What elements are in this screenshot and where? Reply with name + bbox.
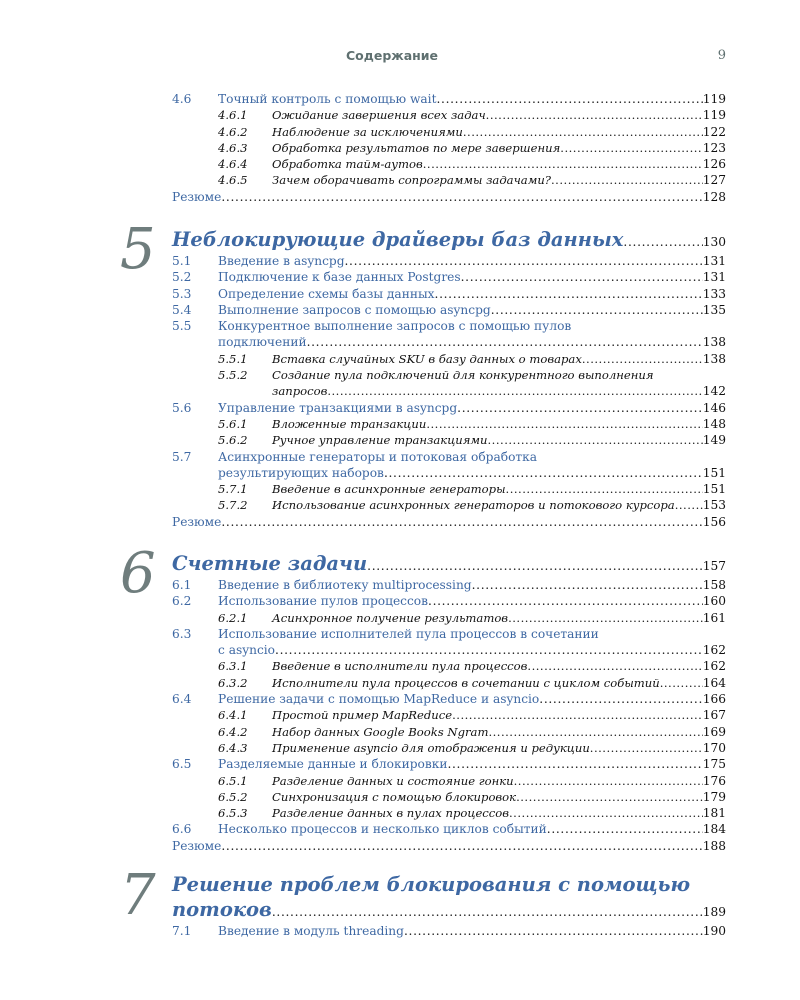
- section-page: 127: [702, 173, 726, 188]
- toc-entry[interactable]: [172, 707, 726, 723]
- section-title: Набор данных Google Books Ngram: [272, 724, 489, 739]
- section-title: Синхронизация с помощью блокировок: [272, 789, 517, 804]
- section-page: 146: [702, 400, 726, 415]
- section-page: 131: [702, 270, 726, 285]
- toc-entry[interactable]: [172, 626, 726, 642]
- toc-entry[interactable]: [172, 821, 726, 837]
- dot-leader: [423, 156, 703, 172]
- section-number: 6.6: [172, 822, 192, 837]
- toc-block: [172, 91, 726, 205]
- section-title-wrap: [218, 691, 726, 707]
- section-title: Решение задачи с помощью MapReduce и asyncio: [218, 692, 540, 707]
- section-title: с asyncio: [218, 643, 276, 658]
- section-title-wrap: [272, 107, 726, 123]
- dot-leader: [506, 481, 703, 497]
- section-title: Подключение к базе данных Postgres: [218, 270, 461, 285]
- section-number: 5.5: [172, 319, 192, 334]
- chapter-heading[interactable]: [172, 229, 726, 251]
- section-title: Управление транзакциями в asyncpg: [218, 400, 458, 415]
- section-page: 123: [702, 140, 726, 155]
- section-title-wrap: [272, 740, 726, 756]
- section-title-wrap: [218, 449, 726, 465]
- toc-entry[interactable]: [172, 367, 726, 383]
- chapter-number: 6: [120, 541, 156, 606]
- toc-entry[interactable]: [172, 107, 726, 123]
- section-title-wrap: [272, 140, 726, 156]
- section-title: Исполнители пула процессов в сочетании с циклом событий: [272, 675, 660, 690]
- toc-entry[interactable]: [172, 140, 726, 156]
- dot-leader: [463, 124, 703, 140]
- section-page: 190: [702, 924, 726, 938]
- section-number: 5.6: [172, 400, 192, 415]
- toc-entry[interactable]: [172, 156, 726, 172]
- section-title: Вложенные транзакции: [272, 416, 427, 431]
- dot-leader: [272, 899, 703, 921]
- toc-entry[interactable]: [172, 189, 726, 205]
- section-page: 128: [702, 189, 726, 204]
- dot-leader: [472, 577, 703, 593]
- dot-leader: [221, 838, 702, 854]
- running-head-title: Содержание: [346, 48, 439, 63]
- dot-leader: [590, 740, 703, 756]
- dot-leader: [560, 140, 702, 156]
- section-title-wrap: [272, 497, 726, 513]
- dot-leader: [539, 691, 702, 707]
- dot-leader: [514, 773, 703, 789]
- section-title: запросов: [272, 384, 328, 399]
- section-number: 4.6.4: [218, 157, 248, 172]
- toc-entry[interactable]: [172, 432, 726, 448]
- section-number: 6.2.1: [218, 610, 248, 625]
- toc-entry[interactable]: [172, 577, 726, 593]
- toc-entry[interactable]: [172, 124, 726, 140]
- toc-entry[interactable]: [172, 253, 726, 269]
- toc-entry[interactable]: [172, 805, 726, 821]
- section-page: 149: [702, 433, 726, 448]
- section-title: Резюме: [172, 189, 222, 204]
- dot-leader: [436, 91, 702, 107]
- section-title-wrap: [272, 610, 726, 626]
- section-title: Асинхронное получение результатов: [272, 610, 509, 625]
- dot-leader: [527, 658, 702, 674]
- toc-entry[interactable]: [172, 740, 726, 756]
- section-page: 151: [702, 465, 726, 480]
- section-number: 4.6: [172, 92, 192, 106]
- section-number: 6.5: [172, 757, 192, 772]
- section-title-wrap: [218, 269, 726, 285]
- section-page: 119: [702, 108, 726, 123]
- section-page: 160: [702, 594, 726, 609]
- section-page: 167: [702, 708, 726, 723]
- section-title: Конкурентное выполнение запросов с помощью пулов: [218, 319, 572, 334]
- section-page: 131: [702, 254, 726, 268]
- section-page: 181: [702, 806, 726, 821]
- section-title: Наблюдение за исключениями: [272, 124, 463, 139]
- toc-entry[interactable]: [172, 691, 726, 707]
- section-page: 151: [702, 482, 726, 497]
- section-title-wrap: [218, 756, 726, 772]
- toc-entry[interactable]: [172, 286, 726, 302]
- toc-entry[interactable]: [172, 923, 726, 939]
- toc-block: [172, 553, 726, 854]
- section-page: 156: [702, 514, 726, 529]
- section-title: Использование исполнителей пула процессов в сочетании: [218, 626, 599, 641]
- section-title-wrap: [218, 400, 726, 416]
- toc-entry[interactable]: [172, 400, 726, 416]
- section-number: 5.2: [172, 270, 192, 285]
- dot-leader: [367, 553, 703, 575]
- dot-leader: [508, 610, 703, 626]
- toc-entry[interactable]: [172, 269, 726, 285]
- section-title: Определение схемы базы данных: [218, 286, 435, 301]
- chapter-page: 189: [702, 905, 726, 919]
- dot-leader: [457, 400, 703, 416]
- section-number: 6.3: [172, 626, 192, 641]
- section-title-wrap: [272, 367, 726, 383]
- chapter-title-line[interactable]: Решение проблем блокирования с помощью: [172, 873, 691, 896]
- section-title-wrap: [272, 773, 726, 789]
- toc-entry[interactable]: [172, 838, 726, 854]
- section-title-wrap: [272, 675, 726, 691]
- section-title-wrap: [218, 302, 726, 318]
- section-number: 6.1: [172, 578, 192, 592]
- toc-entry[interactable]: [172, 334, 726, 350]
- section-title: результирующих наборов: [218, 465, 384, 480]
- dot-leader: [404, 923, 703, 939]
- toc-entry[interactable]: [172, 481, 726, 497]
- section-title-wrap: [172, 514, 726, 530]
- dot-leader: [547, 821, 703, 837]
- section-title: Введение в библиотеку multiprocessing: [218, 578, 472, 592]
- toc-entry[interactable]: [172, 172, 726, 188]
- section-title: подключений: [218, 335, 307, 350]
- page-number: 9: [717, 48, 726, 63]
- section-title-wrap: [272, 805, 726, 821]
- dot-leader: [307, 334, 703, 350]
- section-page: 169: [702, 724, 726, 739]
- section-title-wrap: [172, 189, 726, 205]
- section-title: Зачем оборачивать сопрограммы задачами?: [272, 173, 552, 188]
- toc-entry[interactable]: [172, 610, 726, 626]
- section-page: 135: [702, 302, 726, 317]
- chapter-title: потоков: [172, 898, 272, 921]
- toc-entry[interactable]: [172, 465, 726, 481]
- section-title: Вставка случайных SKU в базу данных о товарах: [272, 351, 582, 366]
- section-title-wrap: [272, 432, 726, 448]
- section-title-wrap: [218, 642, 726, 658]
- toc-entry[interactable]: [172, 773, 726, 789]
- section-title: Ожидание завершения всех задач: [272, 108, 486, 123]
- section-title: Введение в модуль threading: [218, 924, 404, 938]
- section-title-wrap: [172, 838, 726, 854]
- section-title-wrap: [218, 334, 726, 350]
- chapter-number: 5: [120, 217, 156, 282]
- dot-leader: [516, 789, 703, 805]
- section-title-wrap: [272, 789, 726, 805]
- section-page: 162: [702, 643, 726, 658]
- section-title-wrap: [218, 465, 726, 481]
- chapter-heading[interactable]: [172, 899, 726, 921]
- section-page: 148: [702, 416, 726, 431]
- section-title-wrap: [272, 724, 726, 740]
- toc-block: [172, 229, 726, 530]
- section-page: 184: [702, 822, 726, 837]
- section-page: 119: [702, 92, 726, 106]
- section-title: Введение в asyncpg: [218, 254, 345, 268]
- dot-leader: [221, 514, 702, 530]
- section-title-wrap: [218, 286, 726, 302]
- toc-entry[interactable]: [172, 449, 726, 465]
- toc-entry[interactable]: [172, 756, 726, 772]
- dot-leader: [447, 756, 702, 772]
- section-title: Резюме: [172, 514, 222, 529]
- section-title-wrap: [272, 707, 726, 723]
- toc-entry[interactable]: [172, 383, 726, 399]
- section-number: 7.1: [172, 924, 192, 938]
- section-number: 6.5.1: [218, 773, 248, 788]
- dot-leader: [675, 497, 703, 513]
- section-number: 6.5.3: [218, 806, 248, 821]
- dot-leader: [491, 302, 703, 318]
- dot-leader: [428, 593, 703, 609]
- section-title-wrap: [218, 923, 726, 939]
- running-head: [0, 48, 800, 66]
- section-number: 6.5.2: [218, 789, 248, 804]
- section-title: Несколько процессов и несколько циклов событий: [218, 822, 547, 837]
- section-title-wrap: [272, 658, 726, 674]
- toc-entry[interactable]: [172, 675, 726, 691]
- dot-leader: [461, 269, 703, 285]
- section-page: 126: [702, 157, 726, 172]
- section-page: 122: [702, 124, 726, 139]
- section-number: 6.4: [172, 692, 192, 707]
- section-title: Введение в исполнители пула процессов: [272, 659, 528, 674]
- toc-block: [172, 874, 726, 939]
- section-page: 158: [702, 578, 726, 592]
- section-page: 175: [702, 757, 726, 772]
- section-title-wrap: [218, 253, 726, 269]
- dot-leader: [426, 416, 702, 432]
- chapter-title: Неблокирующие драйверы баз данных: [172, 228, 624, 251]
- toc-entry[interactable]: [172, 351, 726, 367]
- chapter-page: 157: [702, 559, 726, 573]
- section-page: 170: [702, 740, 726, 755]
- toc-entry[interactable]: [172, 593, 726, 609]
- section-title-wrap: [218, 821, 726, 837]
- section-title: Создание пула подключений для конкурентного выполнения: [272, 368, 654, 383]
- section-number: 5.3: [172, 286, 192, 301]
- chapter-heading[interactable]: [172, 553, 726, 575]
- section-number: 5.7: [172, 449, 192, 464]
- section-title-wrap: [218, 91, 726, 107]
- section-title-wrap: [272, 124, 726, 140]
- section-title: Использование пулов процессов: [218, 594, 429, 609]
- section-number: 5.1: [172, 254, 192, 268]
- dot-leader: [275, 642, 703, 658]
- toc-entry[interactable]: [172, 91, 726, 107]
- dot-leader: [345, 253, 703, 269]
- dot-leader: [452, 707, 703, 723]
- section-title: Точный контроль с помощью wait: [218, 92, 437, 106]
- section-page: 188: [702, 838, 726, 853]
- section-title-wrap: [272, 351, 726, 367]
- section-title: Разделяемые данные и блокировки: [218, 757, 448, 772]
- section-title: Ручное управление транзакциями: [272, 433, 488, 448]
- toc-entry[interactable]: [172, 497, 726, 513]
- toc-entry[interactable]: [172, 318, 726, 334]
- section-title-wrap: [218, 626, 726, 642]
- toc-entry[interactable]: [172, 416, 726, 432]
- toc-entry[interactable]: [172, 789, 726, 805]
- dot-leader: [221, 189, 702, 205]
- dot-leader: [327, 383, 702, 399]
- section-title-wrap: [218, 577, 726, 593]
- section-number: 5.5.1: [218, 351, 248, 366]
- section-title: Простой пример MapReduce: [272, 708, 453, 723]
- chapter-number: 7: [120, 863, 156, 928]
- section-title-wrap: [272, 481, 726, 497]
- section-page: 161: [702, 610, 726, 625]
- section-number: 4.6.3: [218, 140, 248, 155]
- section-number: 4.6.2: [218, 124, 248, 139]
- dot-leader: [486, 107, 703, 123]
- toc-entry[interactable]: [172, 514, 726, 530]
- section-title-wrap: [272, 383, 726, 399]
- section-number: 5.7.1: [218, 482, 248, 497]
- section-title-wrap: [272, 172, 726, 188]
- section-number: 4.6.5: [218, 173, 248, 188]
- toc-entry[interactable]: [172, 302, 726, 318]
- section-number: 5.6.1: [218, 416, 248, 431]
- section-title: Применение asyncio для отображения и редукции: [272, 740, 590, 755]
- section-title: Разделение данных и состояние гонки: [272, 773, 514, 788]
- dot-leader: [488, 432, 703, 448]
- section-number: 6.4.1: [218, 708, 248, 723]
- section-page: 176: [702, 773, 726, 788]
- dot-leader: [435, 286, 703, 302]
- dot-leader: [551, 172, 703, 188]
- section-number: 6.3.2: [218, 675, 248, 690]
- section-page: 138: [702, 335, 726, 350]
- section-title-wrap: [218, 318, 726, 334]
- section-page: 133: [702, 286, 726, 301]
- chapter-title: Счетные задачи: [172, 552, 368, 575]
- section-title-wrap: [272, 156, 726, 172]
- section-number: 5.7.2: [218, 498, 248, 513]
- section-number: 5.5.2: [218, 368, 248, 383]
- section-title: Разделение данных в пулах процессов: [272, 806, 510, 821]
- section-number: 6.4.2: [218, 724, 248, 739]
- dot-leader: [623, 229, 702, 251]
- section-page: 166: [702, 692, 726, 707]
- section-title: Асинхронные генераторы и потоковая обработка: [218, 449, 538, 464]
- section-title-wrap: [272, 416, 726, 432]
- section-page: 142: [702, 384, 726, 399]
- dot-leader: [488, 724, 702, 740]
- section-number: 5.4: [172, 302, 192, 317]
- section-number: 6.2: [172, 594, 192, 609]
- chapter-page: 130: [702, 235, 726, 249]
- toc-entry[interactable]: [172, 642, 726, 658]
- section-title: Обработка результатов по мере завершения: [272, 140, 561, 155]
- dot-leader: [582, 351, 703, 367]
- section-page: 179: [702, 789, 726, 804]
- section-page: 162: [702, 659, 726, 674]
- dot-leader: [509, 805, 703, 821]
- section-title: Обработка тайм-аутов: [272, 157, 423, 172]
- section-number: 6.4.3: [218, 740, 248, 755]
- section-number: 5.6.2: [218, 433, 248, 448]
- section-page: 138: [702, 351, 726, 366]
- section-title: Выполнение запросов с помощью asyncpg: [218, 302, 491, 317]
- toc-entry[interactable]: [172, 658, 726, 674]
- section-page: 153: [702, 498, 726, 513]
- toc-entry[interactable]: [172, 724, 726, 740]
- section-page: 164: [702, 675, 726, 690]
- dot-leader: [660, 675, 703, 691]
- section-number: 6.3.1: [218, 659, 248, 674]
- section-title: Введение в асинхронные генераторы: [272, 482, 506, 497]
- section-title: Резюме: [172, 838, 222, 853]
- section-number: 4.6.1: [218, 108, 248, 123]
- section-title-wrap: [218, 593, 726, 609]
- dot-leader: [384, 465, 703, 481]
- section-title: Использование асинхронных генераторов и потокового курсора: [272, 498, 675, 513]
